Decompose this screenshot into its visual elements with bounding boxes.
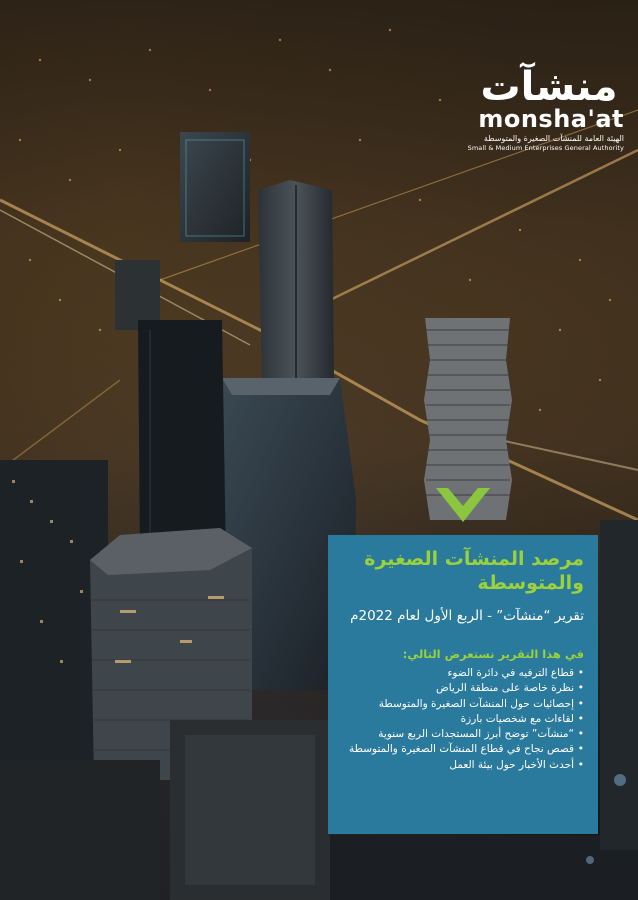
panel-subtitle: تقرير “منشآت” - الربع الأول لعام 2022م <box>350 608 584 624</box>
logo-authority-english: Small & Medium Enterprises General Authority <box>467 144 624 152</box>
contents-list <box>340 666 584 773</box>
list-item: • “منشآت” توضح أبرز المستجدات الربع سنوية <box>340 727 584 742</box>
chevron-down-icon <box>436 486 490 524</box>
list-item: • أحدث الأخبار حول بيئة العمل <box>340 758 584 773</box>
panel-intro: في هذا التقرير نستعرض التالي: <box>402 647 584 661</box>
monshaat-logo <box>458 66 624 152</box>
list-item: • لقاءات مع شخصيات بارزة <box>340 712 584 727</box>
report-info-panel <box>328 535 598 834</box>
list-item: • قطاع الترفيه في دائرة الضوء <box>340 666 584 681</box>
logo-english-name: monsha'at <box>478 105 624 133</box>
logo-arabic-name: منشآت <box>480 64 618 110</box>
list-item: • إحصائيات حول المنشآت الصغيرة والمتوسطة <box>340 697 584 712</box>
list-item: • نظرة خاصة على منطقة الرياض <box>340 681 584 696</box>
logo-authority-arabic: الهيئة العامة للمنشآت الصغيرة والمتوسطة <box>483 134 624 143</box>
list-item: • قصص نجاح في قطاع المنشآت الصغيرة والمتوسطة <box>340 742 584 757</box>
panel-title: مرصد المنشآت الصغيرة والمتوسطة <box>364 548 584 594</box>
